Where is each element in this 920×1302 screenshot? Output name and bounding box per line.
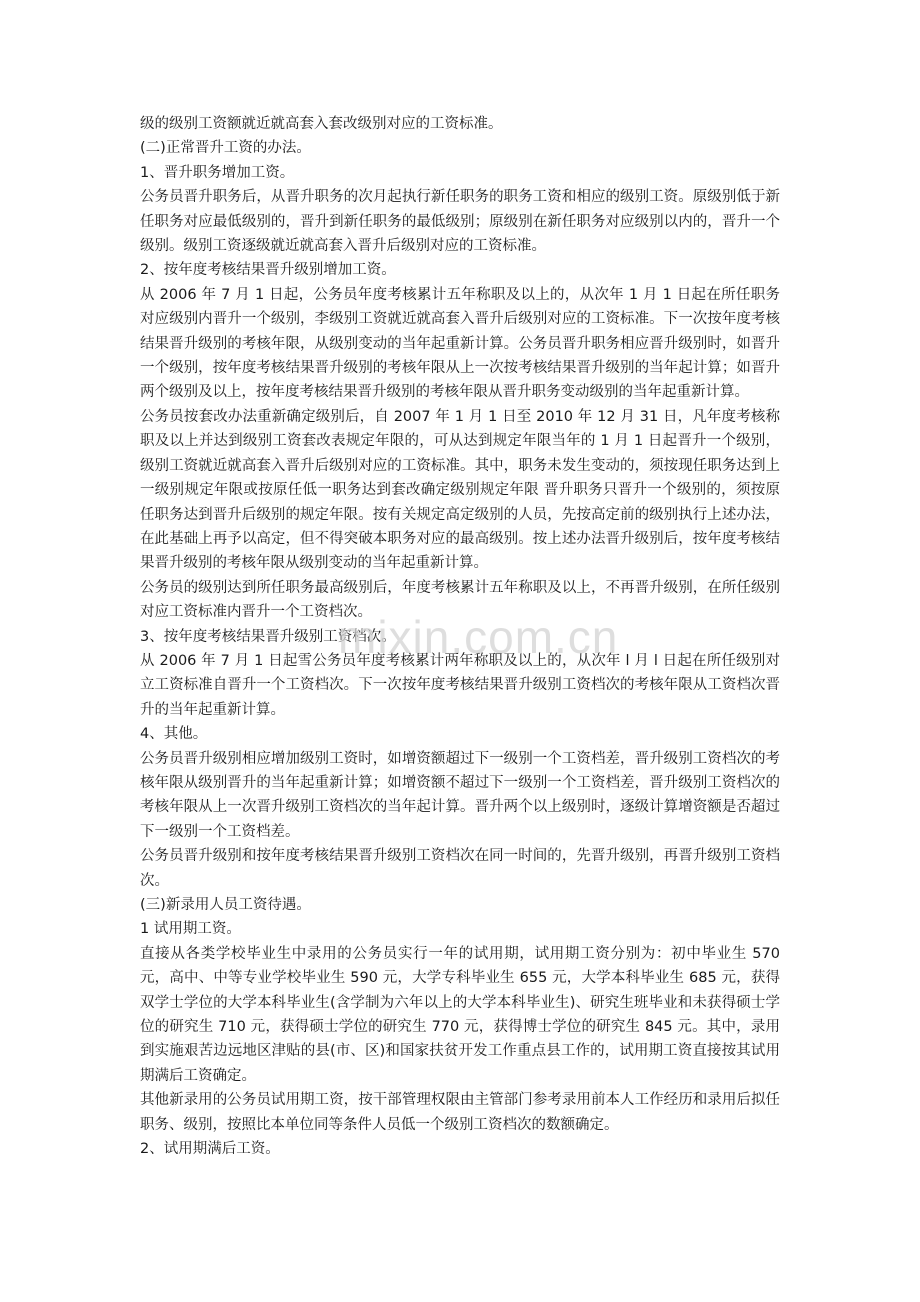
subheading-probation-wage: 1 试用期工资。 xyxy=(140,921,241,938)
section-heading-regular-promotion: (二)正常晋升工资的办法。 xyxy=(140,140,311,157)
paragraph-other-recruits: 其他新录用的公务员试用期工资，按干部管理权限由主管部门参考录用前本人工作经历和录用后拟任职务、级别，按照比本单位同等条件人员低一个级别工资档次的数额确定。 xyxy=(140,1092,780,1133)
paragraph-probation-wage: 直接从各类学校毕业生中录用的公务员实行一年的试用期，试用期工资分别为：初中毕业生 570 元，高中、中等专业学校毕业生 590 元，大学专科毕业生 655 元，大学本科毕业生 685 元，获得双学士学位的大学本科毕业生(含学制为六年以上的大学本科毕业生)、研究生班毕业和未获得硕士学位的研究生 710 元，获得硕士学位的研究生 770 元，获得博士学位的研究生 845 元。其中，录用到实施艰苦边远地区津贴的县(市、区)和国家扶贫开发工作重点县工作的，试用期工资直接按其试用期满后工资确定。 xyxy=(140,945,780,1084)
subheading-position-promotion: 1、晋升职务增加工资。 xyxy=(140,164,295,181)
subheading-grade-promotion: 3、按年度考核结果晋升级别工资档次。 xyxy=(140,628,396,645)
section-heading-new-recruits: (三)新录用人员工资待遇。 xyxy=(140,897,311,913)
subheading-post-probation-wage: 2、试用期满后工资。 xyxy=(140,1141,280,1158)
paragraph-position-promotion: 公务员晋升职务后，从晋升职务的次月起执行新任职务的职务工资和相应的级别工资。原级别低于新任职务对应最低级别的，晋升到新任职务的最低级别；原级别在新任职务对应级别以内的，晋升一个级别。级别工资逐级就近就高套入晋升后级别对应的工资标准。 xyxy=(140,189,780,255)
watermark: mixin.com.cn xyxy=(338,611,619,663)
subheading-other: 4、其他。 xyxy=(140,726,208,743)
document-body xyxy=(140,112,780,1161)
paragraph-annual-level-promotion: 从 2006 年 7 月 1 日起，公务员年度考核累计五年称职及以上的，从次年 1 月 1 日起在所任职务对应级别内晋升一个级别，李级别工资就近就高套入晋升后级别对应的工资标准。下一次按年度考核结果晋升级别的考核年限，从级别变动的当年起重新计算。公务员晋升职务相应晋升级别时，如晋升一个级别，按年度考核结果晋升级别的考核年限从上一次按考核结果晋升级别的当年起计算；如晋升两个级别及以上，按年度考核结果晋升级别的考核年限从晋升职务变动级别的当年起重新计算。 xyxy=(140,286,780,401)
paragraph-grade-promotion: 从 2006 年 7 月 1 日起雪公务员年度考核累计两年称职及以上的，从次年 l 月 l 日起在所任级别对立工资标准自晋升一个工资档次。下一次按年度考核结果晋升级别工资档次的考核年限从工资档次晋升的当年起重新计算。 xyxy=(140,652,780,718)
paragraph-other-increase: 公务员晋升级别相应增加级别工资时，如增资额超过下一级别一个工资档差，晋升级别工资档次的考核年限从级别晋升的当年起重新计算；如增资额不超过下一级别一个工资档差，晋升级别工资档次的考核年限从上一次晋升级别工资档次的当年起计算。晋升两个以上级别时，逐级计算增资额是否超过下一级别一个工资档差。 xyxy=(140,750,780,840)
paragraph-highest-level: 公务员的级别达到所任职务最高级别后，年度考核累计五年称职及以上，不再晋升级别，在所任级别对应工资标准内晋升一个工资档次。 xyxy=(140,579,780,621)
paragraph-other-same-time: 公务员晋升级别和按年度考核结果晋升级别工资档次在同一时间的，先晋升级别，再晋升级别工资档次。 xyxy=(140,848,780,889)
paragraph-continuation: 级的级别工资额就近就高套入套改级别对应的工资标准。 xyxy=(140,116,503,132)
subheading-annual-level-promotion: 2、按年度考核结果晋升级别增加工资。 xyxy=(140,262,396,279)
paragraph-reform-level-promotion: 公务员按套改办法重新确定级别后，自 2007 年 1 月 1 日至 2010 年 12 月 31 日，凡年度考核称职及以上并达到级别工资套改表规定年限的，可从达到规定年限当年的 1 月 1 日起晋升一个级别，级别工资就近就高套入晋升后级别对应的工资标准。其中，职务未发生变动的，须按现任职务达到上一级别规定年限或按原任低一职务达到套改确定级别规定年限 晋升职务只晋升一个级别的，须按原任职务达到晋升后级别的规定年限。按有关规定高定级别的人员，先按高定前的级别执行上述办法，在此基础上再予以高定，但不得突破本职务对应的最高级别。按上述办法晋升级别后，按年度考核结果晋升级别的考核年限从级别变动的当年起重新计算。 xyxy=(140,408,780,572)
